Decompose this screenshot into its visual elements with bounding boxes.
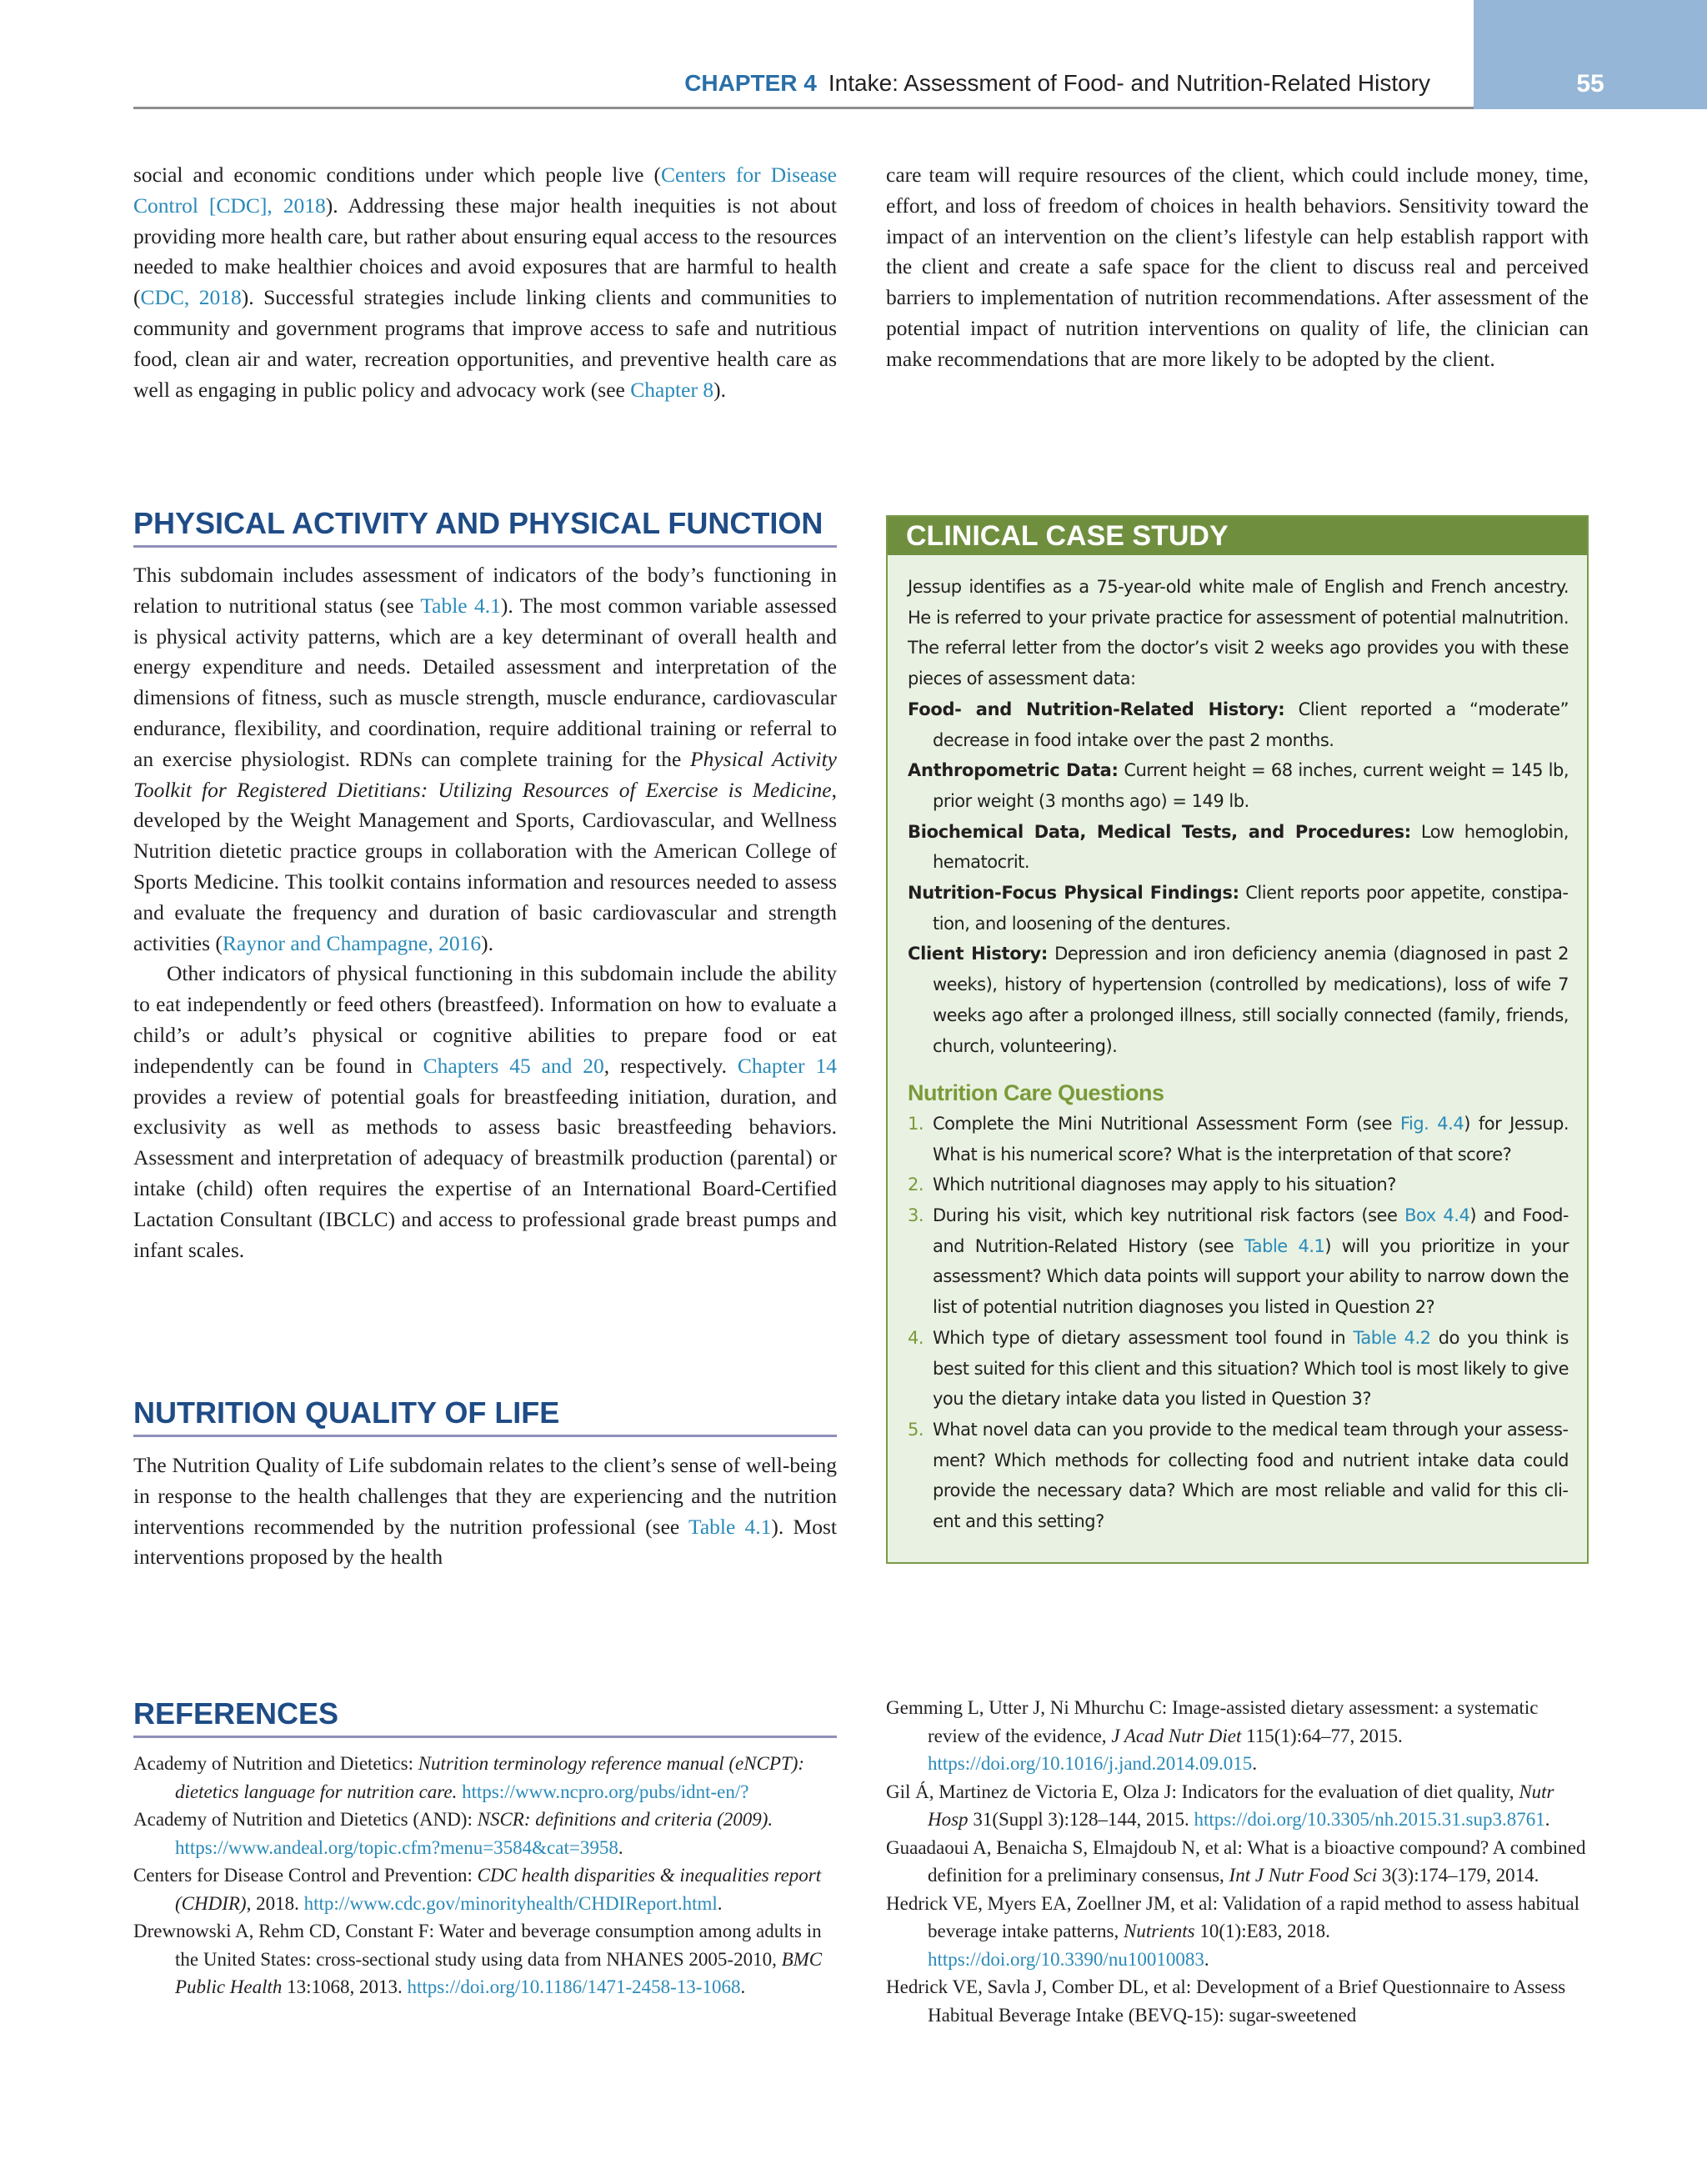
nutrition-quality-section <box>133 1450 837 1573</box>
question-text: During his visit, which key nutritional risk factors (see Box 4.4) and Food- and Nutrition-Related History (see Table 4.1) will you prioritize in your assessment? Which data points will support your ability to narrow down the list of potential nutrition diagnoses you listed in Question 2? <box>933 1205 1569 1318</box>
question-text: What novel data can you provide to the medical team through your assessment? Which methods for collecting food and nutrient intake data could provide the necessary data? Which are most reliable and valid for this client and this setting? <box>933 1419 1569 1532</box>
running-header <box>684 70 1430 97</box>
italic-text: J Acad Nutr Diet <box>1111 1725 1242 1746</box>
cross-reference-link[interactable]: https://www.ncpro.org/pubs/idnt-en/? <box>462 1781 749 1802</box>
intro-paragraph-block <box>133 160 837 405</box>
case-study-intro: Jessup identifies as a 75-year-old white male of English and French ancestry. He is referred to your private practice for assessment of potential malnutrition. The referral letter from the doctor’s visit 2 weeks ago provides you with these pieces of assessment data: <box>908 577 1569 689</box>
reference-item: Gemming L, Utter J, Ni Mhurchu C: Image-assisted dietary assessment: a systematic review of the evidence, J Acad Nutr Diet 115(1):64–77, 2015. https://doi.org/10.1016/j.jand.2014.09.015. <box>886 1697 1539 1774</box>
physical-activity-section <box>133 560 837 1265</box>
references-left-list <box>133 1750 833 2001</box>
cross-reference-link[interactable]: https://doi.org/10.3305/nh.2015.31.sup3.8761 <box>1194 1809 1545 1830</box>
cross-reference-link[interactable]: Raynor and Champagne, 2016 <box>222 930 482 955</box>
cross-reference-link[interactable]: Table 4.1 <box>1244 1235 1325 1256</box>
case-item-anthropometric <box>908 755 1569 816</box>
reference-item: Gil Á, Martinez de Victoria E, Olza J: Indicators for the evaluation of diet quality, Nutr Hosp 31(Suppl 3):128–144, 2015. https://doi.org/10.3305/nh.2015.31.sup3.8761. <box>886 1781 1554 1830</box>
case-item-label: Nutrition-Focus Physical Findings: <box>908 883 1239 904</box>
reference-item: Hedrick VE, Myers EA, Zoellner JM, et al: Validation of a rapid method to assess habitual beverage intake patterns, Nutrients 10(1):E83, 2018. https://doi.org/10.3390/nu10010083. <box>886 1892 1580 1970</box>
italic-text: Int J Nutr Food Sci <box>1229 1865 1378 1886</box>
question-text: Which nutritional diagnoses may apply to his situation? <box>933 1175 1396 1195</box>
cross-reference-link[interactable]: http://www.cdc.gov/minorityhealth/CHDIReport.html <box>303 1892 718 1914</box>
case-item-physical-findings <box>908 878 1569 939</box>
right-column-paragraph: care team will require resources of the client, which could include money, time, effort, and loss of freedom of choices in health behaviors. Sensitivity toward the impact of an intervention on the client’s lifestyle can help establish rapport with the client and create a safe space for the client to discuss real and perceived barriers to implementation of nutrition recommendations. After assessment of the potential impact of nutrition interventions on quality of life, the clinician can make recommendations that are more likely to be adopted by the client. <box>886 163 1589 371</box>
italic-text: Nutrients <box>1124 1921 1195 1941</box>
case-item-label: Anthropometric Data: <box>908 760 1119 781</box>
case-study-title: CLINICAL CASE STUDY <box>888 517 1587 555</box>
question-text: Which type of dietary assessment tool found in Table 4.2 do you think is best suited for this client and this situation? Which tool is most likely to give you the dietary intake data you listed in Question 3? <box>933 1327 1569 1410</box>
cross-reference-link[interactable]: Chapters 45 and 20 <box>423 1053 604 1078</box>
physical-activity-paragraph-1: This subdomain includes assessment of indicators of the body’s functioning in relation to nutritional status (see Table 4.1). The most common variable assessed is physical activity patterns, which are a key determinant of overall health and energy expenditure and needs. Detailed assessment and interpretation of the dimensions of fitness, such as muscle strength, muscle endurance, cardiovascular endurance, flexibility, and coordination, require additional training or referral to an exercise physiologist. RDNs can complete training for the Physical Activity Toolkit for Registered Dietitians: Utilizing Resources of Exercise is Medicine, developed by the Weight Management and Sports, Cardiovascular, and Wellness Nutrition dietetic practice groups in collaboration with the American College of Sports Medicine. This toolkit contains information and resources needed to assess and evaluate the frequency and duration of basic cardiovascular and strength activities (Raynor and Champagne, 2016). <box>133 563 837 955</box>
question-number: 3. <box>908 1205 924 1226</box>
case-item-text: Depression and iron deficiency anemia (diagnosed in past 2 weeks), history of hypertension (controlled by medications), loss of wife 7 weeks ago after a prolonged illness, still socially connected (family, friends, church, volunteering). <box>933 944 1569 1056</box>
cross-reference-link[interactable]: Table 4.2 <box>1353 1327 1431 1348</box>
question-number: 2. <box>908 1175 924 1195</box>
clinical-case-study-box <box>886 515 1589 1564</box>
reference-item: Academy of Nutrition and Dietetics (AND): NSCR: definitions and criteria (2009). https://www.andeal.org/topic.cfm?menu=3584&cat=3958. <box>133 1809 773 1858</box>
chapter-title: Intake: Assessment of Food- and Nutrition-Related History <box>828 70 1430 96</box>
cross-reference-link[interactable]: Box 4.4 <box>1404 1205 1470 1226</box>
reference-item: Academy of Nutrition and Dietetics: Nutrition terminology reference manual (eNCPT): dietetics language for nutrition care. https://www.ncpro.org/pubs/idnt-en/? <box>133 1753 805 1802</box>
cross-reference-link[interactable]: Fig. 4.4 <box>1399 1113 1464 1134</box>
case-item-text: Current height = 68 inches, current weight = 145 lb, prior weight (3 months ago) = 149 lb. <box>933 760 1569 811</box>
nutrition-care-questions-list <box>908 1109 1569 1537</box>
question-number: 1. <box>908 1113 924 1134</box>
right-column-paragraph-block <box>886 160 1589 375</box>
case-item-text: Client reports poor appetite, constipation, and loosening of the dentures. <box>933 883 1569 934</box>
question-item <box>908 1415 1569 1537</box>
chapter-label: CHAPTER 4 <box>684 70 817 96</box>
cross-reference-link[interactable]: Table 4.1 <box>420 593 501 618</box>
case-study-findings <box>908 694 1569 1061</box>
page-number: 55 <box>1576 70 1604 98</box>
intro-paragraph: social and economic conditions under which people live (Centers for Disease Control [CDC], 2018). Addressing these major health inequities is not about providing more health care, but rather about ensuring equal access to the resources needed to make healthier choices and avoid exposures that are harmful to health (CDC, 2018). Successful strategies include linking clients and communities to community and government programs that improve access to safe and nutritious food, clean air and water, recreation opportunities, and preventive health care as well as engaging in public policy and advocacy work (see Chapter 8). <box>133 163 838 402</box>
cross-reference-link[interactable]: https://doi.org/10.1186/1471-2458-13-1068 <box>407 1976 741 1997</box>
reference-item: Guaadaoui A, Benaicha S, Elmajdoub N, et al: What is a bioactive compound? A combined definition for a preliminary consensus, Int J Nutr Food Sci 3(3):174–179, 2014. <box>886 1836 1586 1886</box>
header-rule <box>133 107 1474 109</box>
cross-reference-link[interactable]: Chapter 8 <box>630 377 714 402</box>
cross-reference-link[interactable]: https://doi.org/10.3390/nu10010083 <box>928 1948 1204 1970</box>
case-item-client-history <box>908 939 1569 1061</box>
nutrition-quality-paragraph: The Nutrition Quality of Life subdomain relates to the client’s sense of well-being in response to the health challenges that they are experiencing and the nutrition interventions recommended by the nutrition professional (see Table 4.1). Most interventions proposed by the health <box>133 1453 837 1570</box>
case-item-label: Client History: <box>908 944 1048 964</box>
reference-item: Hedrick VE, Savla J, Comber DL, et al: Development of a Brief Questionnaire to Assess Habitual Beverage Intake (BEVQ-15): sugar-sweetened <box>886 1976 1566 2026</box>
italic-text: Nutrition terminology reference manual (eNCPT): dietetics language for nutrition care. <box>175 1753 805 1802</box>
page-number-tab <box>1474 0 1707 109</box>
nutrition-care-questions-heading: Nutrition Care Questions <box>908 1080 1164 1106</box>
case-item-text: Low hemoglobin, hematocrit. <box>933 821 1569 873</box>
cross-reference-link[interactable]: CDC, 2018 <box>140 285 242 310</box>
question-item <box>908 1200 1569 1323</box>
case-item-text: Client reported a “moderate” decrease in food intake over the past 2 months. <box>933 699 1569 750</box>
physical-activity-paragraph-2: Other indicators of physical functioning in this subdomain include the ability to eat independently or feed others (breastfeed). Information on how to evaluate a child’s or adult’s physical or cognitive abilities to prepare food or eat independently can be found in Chapters 45 and 20, respectively. Chapter 14 provides a review of potential goals for breastfeeding initiation, duration, and exclusivity as well as methods to assess basic breastfeeding behaviors. Assessment and interpretation of adequacy of breastmilk production (parental) or intake (child) often requires the expertise of an International Board-Certified Lactation Consultant (IBCLC) and access to professional grade breast pumps and infant scales. <box>133 961 837 1262</box>
italic-text: NSCR: definitions and criteria (2009). <box>477 1809 773 1830</box>
cross-reference-link[interactable]: https://doi.org/10.1016/j.jand.2014.09.015 <box>928 1753 1253 1774</box>
italic-text: Nutr Hosp <box>928 1781 1554 1830</box>
question-item <box>908 1323 1569 1415</box>
question-item <box>908 1170 1569 1200</box>
physical-activity-heading: PHYSICAL ACTIVITY AND PHYSICAL FUNCTION <box>133 507 837 548</box>
references-right-list <box>886 1694 1589 2029</box>
italic-text: CDC health disparities & inequalities report (CHDIR) <box>175 1865 822 1914</box>
question-text: Complete the Mini Nutritional Assessment Form (see Fig. 4.4) for Jessup. What is his numerical score? What is the interpretation of that score? <box>933 1113 1569 1165</box>
case-item-label: Food- and Nutrition-Related History: <box>908 699 1285 719</box>
italic-text: Physical Activity Toolkit for Registered Dietitians: Utilizing Resources of Exercise is Medicine <box>133 746 837 802</box>
cross-reference-link[interactable]: Table 4.1 <box>688 1514 772 1539</box>
question-number: 5. <box>908 1419 924 1440</box>
cross-reference-link[interactable]: Chapter 14 <box>737 1053 837 1078</box>
reference-item: Drewnowski A, Rehm CD, Constant F: Water and beverage consumption among adults in the United States: cross-sectional study using data from NHANES 2005-2010, BMC Public Health 13:1068, 2013. https://doi.org/10.1186/1471-2458-13-1068. <box>133 1921 823 1997</box>
nutrition-quality-heading: NUTRITION QUALITY OF LIFE <box>133 1396 837 1437</box>
reference-item: Centers for Disease Control and Prevention: CDC health disparities & inequalities report (CHDIR), 2018. http://www.cdc.gov/minorityhealth/CHDIReport.html. <box>133 1865 822 1914</box>
case-item-biochemical <box>908 817 1569 878</box>
references-heading: REFERENCES <box>133 1697 837 1738</box>
italic-text: BMC Public Health <box>175 1948 823 1997</box>
question-item <box>908 1109 1569 1170</box>
question-number: 4. <box>908 1327 924 1348</box>
cross-reference-link[interactable]: https://www.andeal.org/topic.cfm?menu=3584&cat=3958 <box>175 1836 618 1858</box>
case-item-label: Biochemical Data, Medical Tests, and Procedures: <box>908 821 1411 842</box>
case-study-body <box>908 572 1569 1537</box>
case-item-food-history <box>908 694 1569 755</box>
cross-reference-link[interactable]: Centers for Disease Control [CDC], 2018 <box>133 163 837 218</box>
